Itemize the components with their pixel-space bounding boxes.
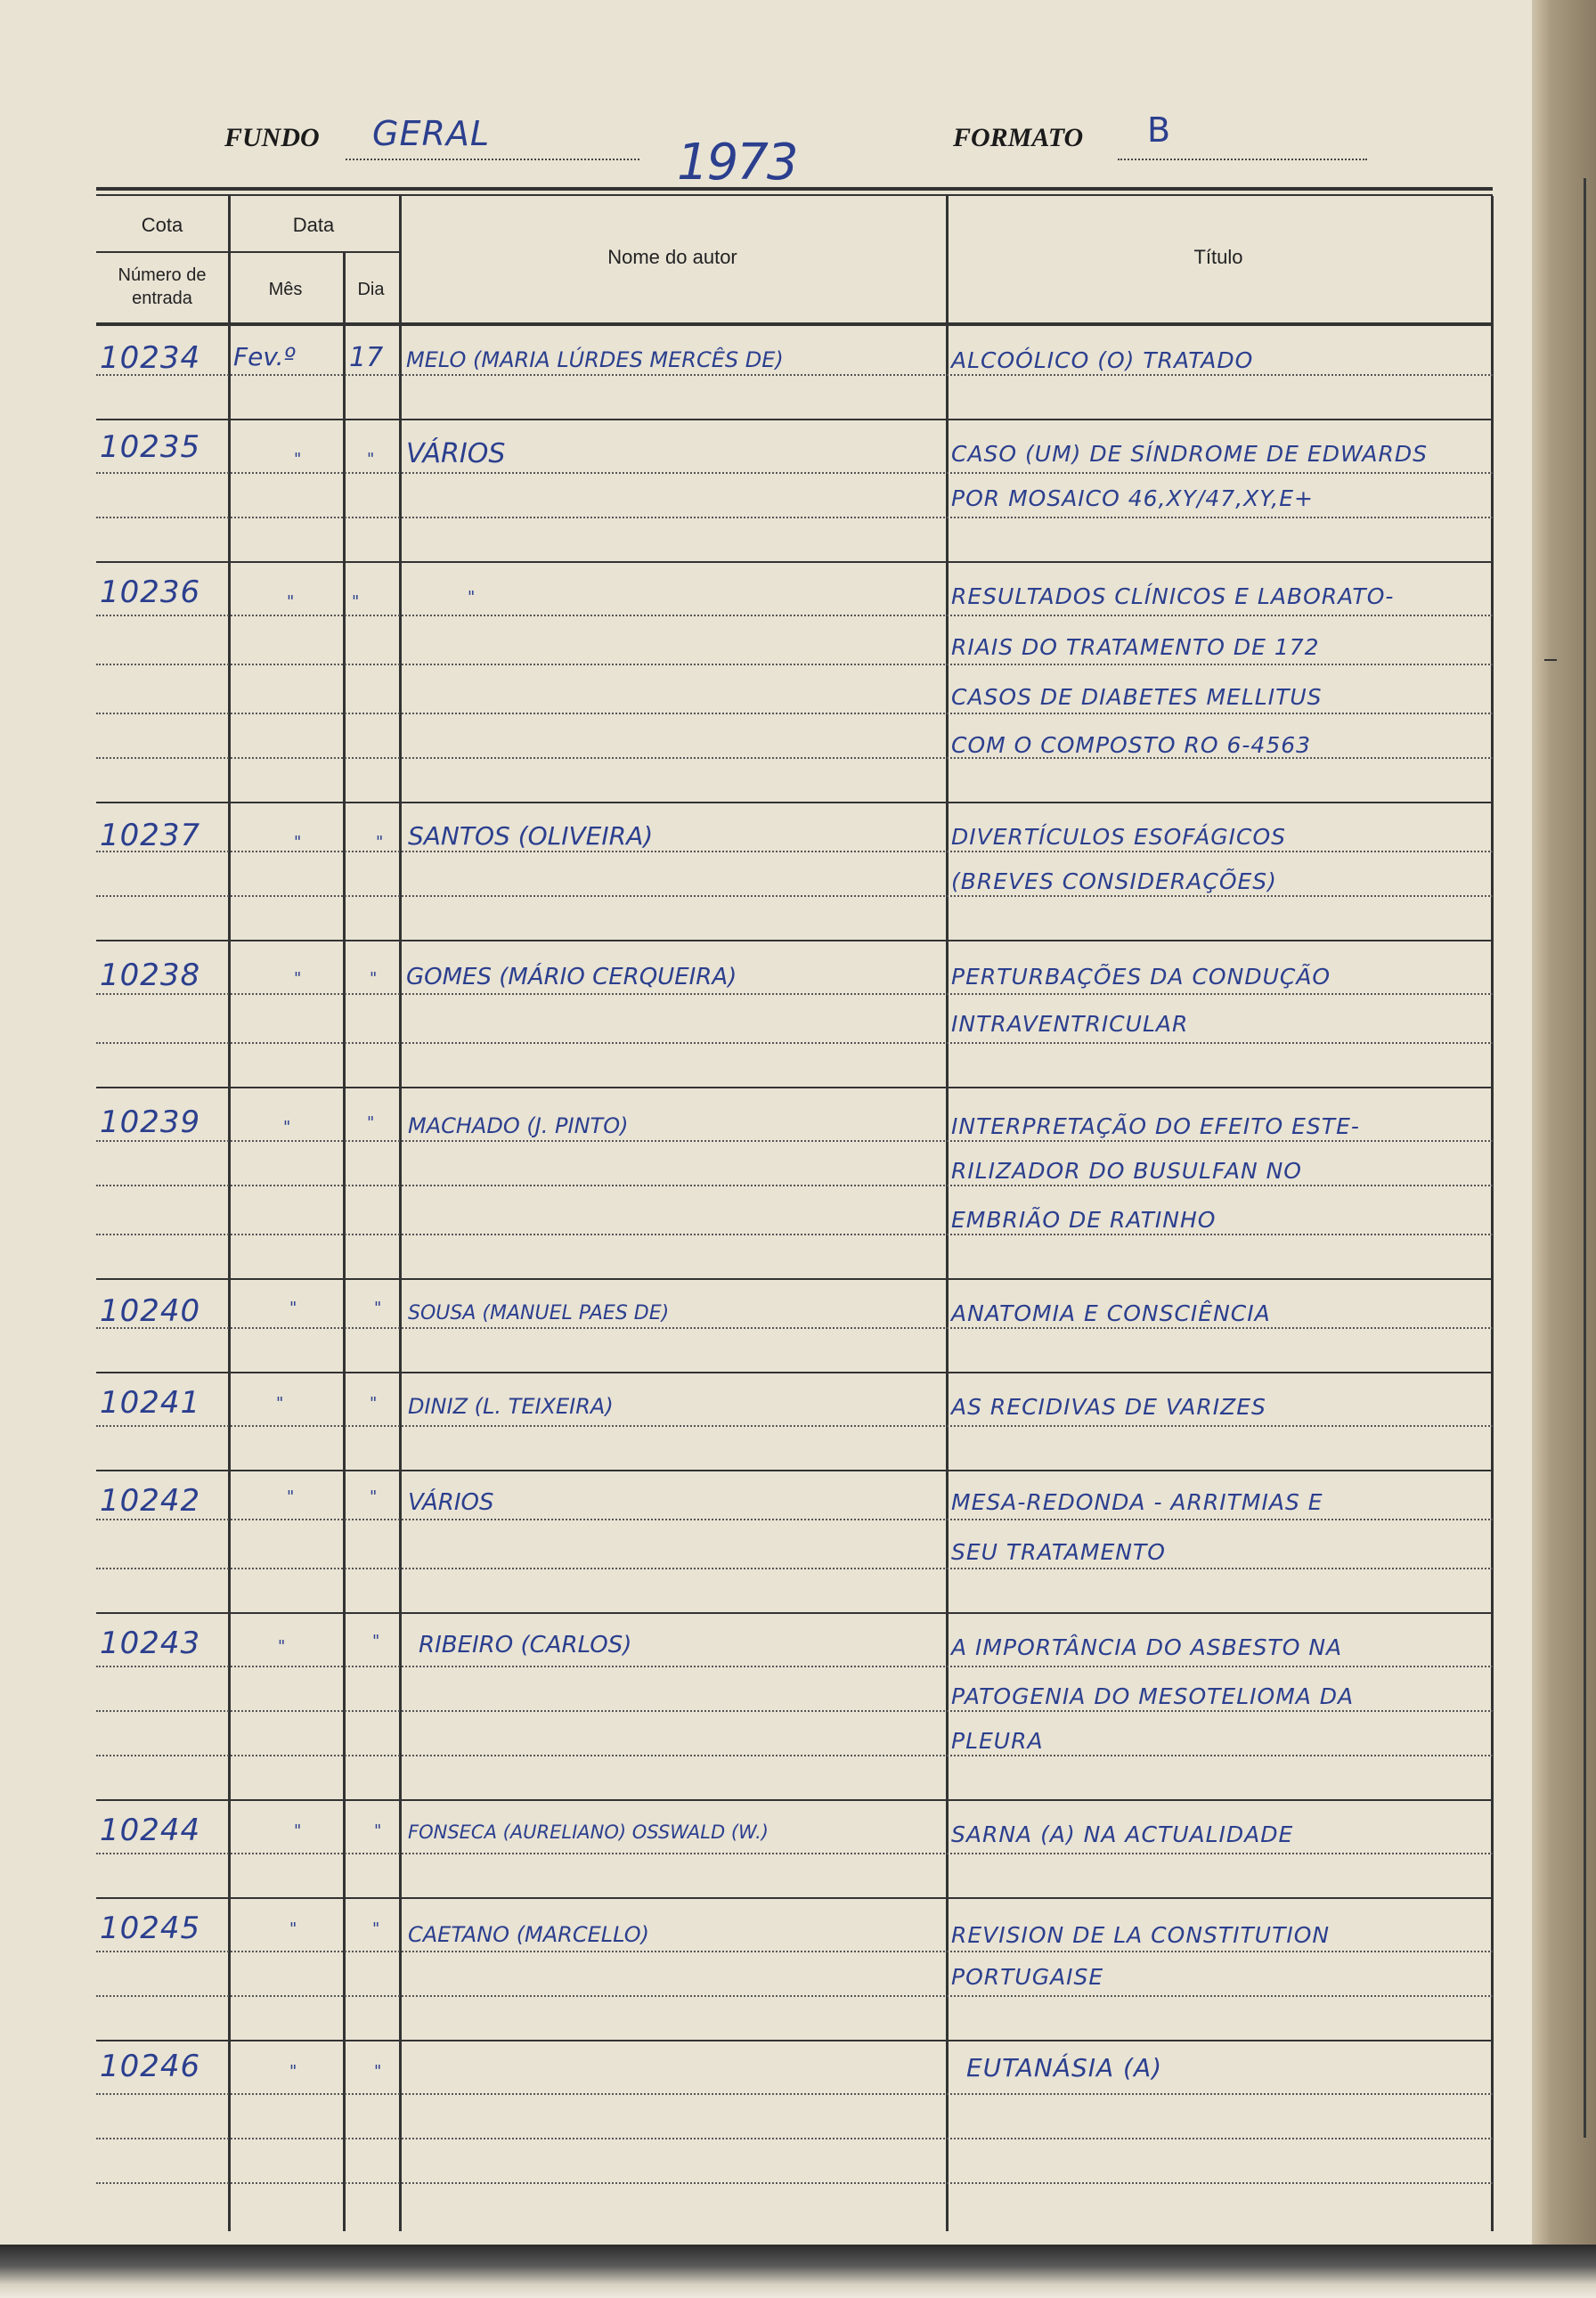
ruled-line	[96, 1897, 1493, 1899]
entry-day: 17	[349, 342, 384, 373]
ruled-line	[96, 1234, 1493, 1235]
entry-day: "	[370, 1394, 378, 1413]
header-numero-2: entrada	[132, 289, 192, 308]
cota-divider	[96, 251, 225, 253]
ruled-line	[96, 1568, 1493, 1569]
entry-title-line: POR MOSAICO 46,XY/47,XY,E+	[951, 485, 1314, 511]
entry-title-line: DIVERTÍCULOS ESOFÁGICOS	[951, 824, 1287, 850]
ruled-line	[96, 1612, 1493, 1614]
header-autor: Nome do autor	[607, 246, 737, 268]
ruled-line	[96, 1278, 1493, 1280]
ruled-line	[96, 1519, 1493, 1520]
entry-title-line: EMBRIÃO DE RATINHO	[951, 1207, 1217, 1233]
ruled-line	[96, 2093, 1493, 2095]
entry-number: 10239	[100, 1104, 201, 1140]
year-handwritten: 1973	[677, 134, 797, 192]
ruled-line	[96, 1755, 1493, 1756]
adjacent-page-rule	[1584, 178, 1586, 2138]
entry-number: 10246	[100, 2049, 201, 2084]
header-mes: Mês	[268, 280, 303, 299]
entry-day: "	[370, 1487, 378, 1506]
entry-title-line: (BREVES CONSIDERAÇÕES)	[951, 868, 1277, 894]
entry-title-line: SEU TRATAMENTO	[951, 1539, 1166, 1565]
entry-day: "	[367, 1113, 375, 1132]
data-divider	[225, 251, 399, 253]
ruled-line	[96, 1372, 1493, 1373]
entry-title-line: CASOS DE DIABETES MELLITUS	[951, 684, 1323, 710]
ruled-line	[96, 664, 1493, 665]
entry-day: "	[370, 969, 378, 988]
ruled-line	[96, 993, 1493, 995]
entry-number: 10241	[100, 1385, 201, 1421]
ruled-line	[96, 1327, 1493, 1329]
entry-day: "	[372, 1632, 380, 1650]
entry-month: "	[294, 1821, 302, 1840]
entry-title-line: RILIZADOR DO BUSULFAN NO	[951, 1158, 1302, 1184]
entry-number: 10234	[100, 340, 201, 376]
binding-shadow	[0, 2245, 1596, 2298]
entry-title-line: PATOGENIA DO MESOTELIOMA DA	[951, 1683, 1355, 1709]
entry-title-line: REVISION DE LA CONSTITUTION	[951, 1922, 1331, 1948]
entry-author: RIBEIRO (CARLOS)	[419, 1632, 632, 1658]
entry-day: "	[352, 592, 360, 611]
entry-month: "	[294, 969, 302, 988]
entry-month: "	[276, 1394, 284, 1413]
entry-author: "	[468, 588, 476, 607]
entry-author: FONSECA (AURELIANO) OSSWALD (W.)	[408, 1821, 769, 1843]
entry-number: 10244	[100, 1813, 201, 1848]
ruled-line	[96, 1951, 1493, 1952]
entry-day: "	[374, 2062, 382, 2081]
entry-month: "	[289, 2062, 297, 2081]
col-divider-4	[946, 196, 949, 2231]
entry-number: 10242	[100, 1483, 201, 1519]
header-cota: Cota	[141, 214, 183, 236]
entry-month: "	[287, 1487, 295, 1506]
entry-title-line: ANATOMIA E CONSCIÊNCIA	[951, 1300, 1271, 1326]
entry-number: 10237	[100, 818, 201, 853]
entry-author: VÁRIOS	[408, 1489, 494, 1516]
entry-author: DINIZ (L. TEIXEIRA)	[408, 1394, 614, 1419]
entry-month: "	[294, 833, 302, 852]
ruled-line	[96, 561, 1493, 563]
entry-title-line: PLEURA	[951, 1728, 1044, 1754]
fundo-label: FUNDO	[224, 123, 320, 152]
ruled-line	[96, 1995, 1493, 1997]
ruled-line	[96, 1470, 1493, 1471]
entry-author: MACHADO (J. PINTO)	[408, 1113, 629, 1138]
entry-title-line: ALCOÓLICO (O) TRATADO	[951, 347, 1254, 373]
ruled-line	[96, 1799, 1493, 1801]
table-top-rule	[96, 187, 1493, 191]
entry-month: "	[289, 1919, 297, 1938]
entry-title-line: COM O COMPOSTO RO 6-4563	[951, 732, 1312, 758]
entry-author: VÁRIOS	[406, 438, 506, 469]
entry-month: "	[283, 1118, 291, 1137]
adjacent-page-mark	[1544, 659, 1557, 661]
ruled-line	[96, 2182, 1493, 2184]
entry-month: "	[294, 450, 302, 469]
entry-number: 10238	[100, 958, 201, 993]
entry-title-line: INTRAVENTRICULAR	[951, 1011, 1189, 1037]
entry-author: MELO (MARIA LÚRDES MERCÊS DE)	[406, 347, 784, 372]
ruled-line	[96, 1710, 1493, 1712]
ruled-line	[96, 374, 1493, 376]
entry-title-line: EUTANÁSIA (A)	[966, 2053, 1163, 2082]
ruled-line	[96, 895, 1493, 897]
ruled-line	[96, 615, 1493, 616]
col-divider-2	[343, 251, 346, 2231]
ruled-line	[96, 1042, 1493, 1044]
entry-month: "	[278, 1637, 286, 1656]
header-data: Data	[292, 214, 335, 236]
entry-day: "	[374, 1299, 382, 1317]
entry-number: 10245	[100, 1911, 201, 1946]
ruled-line	[96, 2040, 1493, 2041]
ruled-line	[96, 1087, 1493, 1088]
header-dia: Dia	[357, 280, 385, 299]
entry-number: 10235	[100, 429, 201, 465]
entry-author: SOUSA (MANUEL PAES DE)	[408, 1302, 670, 1324]
entry-day: "	[372, 1919, 380, 1938]
entry-title-line: INTERPRETAÇÃO DO EFEITO ESTE-	[951, 1113, 1360, 1139]
ruled-line	[96, 1140, 1493, 1142]
entry-title-line: RIAIS DO TRATAMENTO DE 172	[951, 634, 1320, 660]
col-divider-5	[1491, 196, 1494, 2231]
fundo-dotted-line	[346, 159, 639, 160]
entry-day: "	[376, 833, 384, 852]
entry-number: 10243	[100, 1626, 201, 1661]
col-divider-3	[399, 196, 402, 2231]
header-numero-1: Número de	[118, 265, 207, 285]
entry-month: "	[289, 1299, 297, 1317]
ruled-line	[96, 1666, 1493, 1667]
entry-author: SANTOS (OLIVEIRA)	[408, 821, 654, 851]
entry-title-line: SARNA (A) NA ACTUALIDADE	[951, 1821, 1294, 1847]
ruled-line	[96, 713, 1493, 714]
header-titulo: Título	[1193, 246, 1243, 268]
table-header-bottom-rule	[96, 322, 1493, 326]
entry-title-line: RESULTADOS CLÍNICOS E LABORATO-	[951, 583, 1395, 609]
ruled-line	[96, 851, 1493, 852]
ruled-line	[96, 1425, 1493, 1427]
entry-month: "	[287, 592, 295, 611]
ruled-line	[96, 1853, 1493, 1854]
entry-author: CAETANO (MARCELLO)	[408, 1922, 650, 1947]
ruled-line	[96, 419, 1493, 420]
ruled-line	[96, 472, 1493, 474]
ruled-line	[96, 517, 1493, 518]
entry-month: Fev.º	[233, 342, 296, 371]
entry-author: GOMES (MÁRIO CERQUEIRA)	[406, 964, 737, 990]
table-top-rule-2	[96, 194, 1493, 196]
entry-day: "	[367, 450, 375, 469]
formato-dotted-line	[1118, 159, 1367, 160]
entry-title-line: AS RECIDIVAS DE VARIZES	[951, 1394, 1266, 1420]
ruled-line	[96, 1185, 1493, 1186]
col-divider-1	[228, 196, 231, 2231]
adjacent-page-edge	[1532, 0, 1596, 2245]
entry-title-line: PORTUGAISE	[951, 1964, 1104, 1990]
entry-day: "	[374, 1821, 382, 1840]
entry-title-line: CASO (UM) DE SÍNDROME DE EDWARDS	[951, 441, 1429, 467]
ruled-line	[96, 940, 1493, 941]
formato-value: B	[1147, 110, 1172, 150]
entry-title-line: PERTURBAÇÕES DA CONDUÇÃO	[951, 964, 1331, 990]
entry-title-line: MESA-REDONDA - ARRITMIAS E	[951, 1489, 1323, 1515]
entry-title-line: A IMPORTÂNCIA DO ASBESTO NA	[951, 1634, 1343, 1660]
ruled-line	[96, 802, 1493, 803]
entry-number: 10236	[100, 574, 201, 610]
entry-number: 10240	[100, 1293, 201, 1329]
formato-label: FORMATO	[953, 123, 1084, 152]
fundo-value: GERAL	[372, 114, 491, 153]
ruled-line	[96, 2138, 1493, 2139]
